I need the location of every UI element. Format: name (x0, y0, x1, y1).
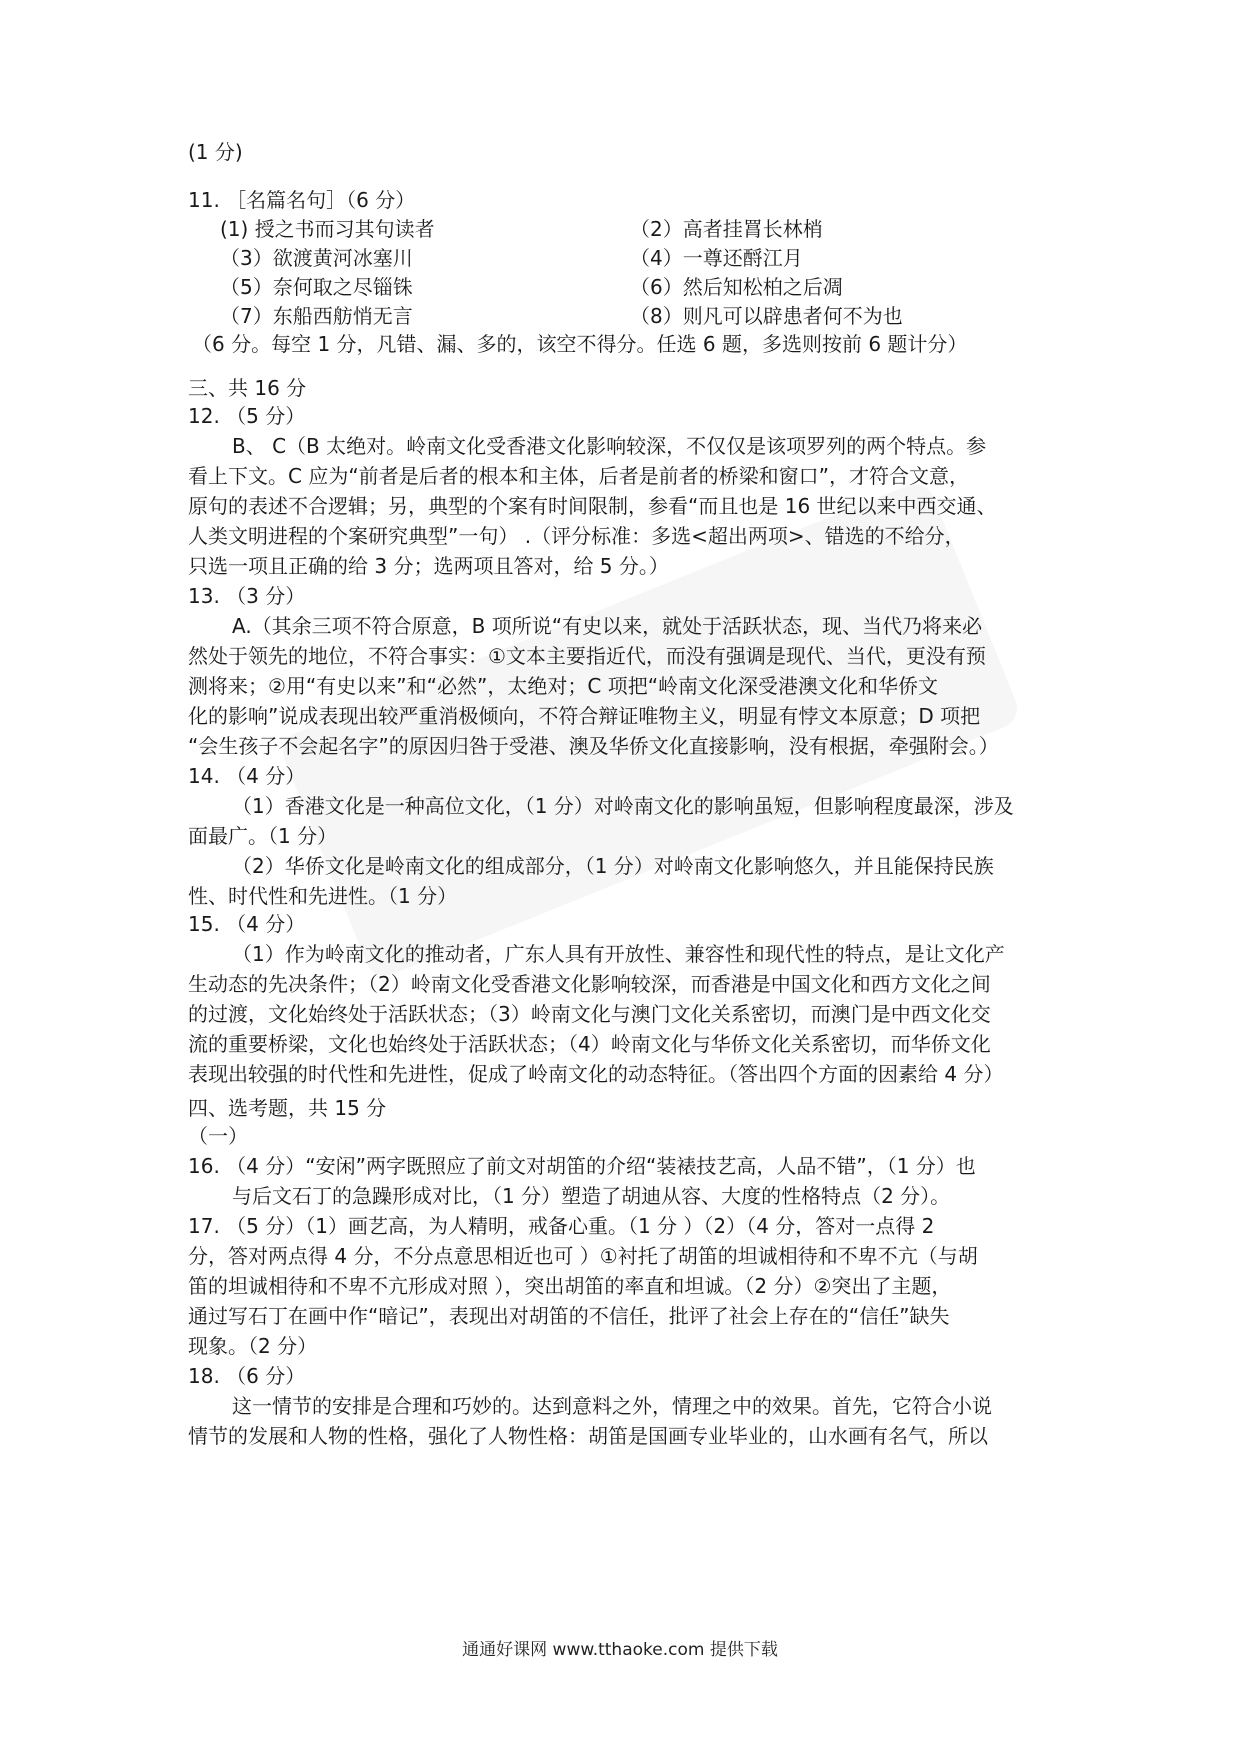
q17-line: 通过写石丁在画中作“暗记”，表现出对胡笛的不信任，批评了社会上存在的“信任”缺失 (188, 1304, 950, 1328)
q11-item: （7）东船西舫悄无言 (220, 304, 413, 328)
q17-line: 17. （5 分）（1）画艺高，为人精明，戒备心重。（1 分 ）（2）（4 分，答对一点得 2 (188, 1214, 935, 1238)
q11-item: （6）然后知松柏之后凋 (630, 275, 843, 299)
q14-line: 性、时代性和先进性。（1 分） (188, 884, 458, 908)
q13-line: 化的影响”说成表现出较严重消极倾向，不符合辩证唯物主义，明显有悖文本原意；D 项把 (188, 704, 981, 728)
q14-line: （1）香港文化是一种高位文化，（1 分）对岭南文化的影响虽短，但影响程度最深，涉及 (232, 794, 1014, 818)
q12-line: 原句的表述不合逻辑；另，典型的个案有时间限制，参看“而且也是 16 世纪以来中西交通、 (188, 494, 997, 518)
q11-item: （2）高者挂罥长林梢 (630, 217, 823, 241)
q12-line: 只选一项且正确的给 3 分；选两项且答对，给 5 分。） (188, 554, 669, 578)
q11-item: （5）奈何取之尽锱铢 (220, 275, 413, 299)
q12-line: 人类文明进程的个案研究典型”一句） .（评分标准：多选<超出两项>、错选的不给分， (188, 524, 965, 548)
q15-line: 流的重要桥梁，文化也始终处于活跃状态；（4）岭南文化与华侨文化关系密切，而华侨文化 (188, 1032, 991, 1056)
q15-title: 15. （4 分） (188, 912, 306, 936)
q11-item: （4）一尊还酹江月 (630, 246, 803, 270)
section3-header: 三、共 16 分 (188, 376, 307, 400)
q13-line: 测将来；②用“有史以来”和“必然”，太绝对；C 项把“岭南文化深受港澳文化和华侨文 (188, 674, 939, 698)
q14-line: 面最广。（1 分） (188, 824, 338, 848)
intro-score: (1 分) (188, 140, 243, 164)
q11-note: （6 分。每空 1 分，凡错、漏、多的，该空不得分。任选 6 题，多选则按前 6 题计分） (192, 332, 968, 356)
q11-item: （3）欲渡黄河冰塞川 (220, 246, 413, 270)
q16-line: 与后文石丁的急躁形成对比，（1 分）塑造了胡迪从容、大度的性格特点（2 分）。 (232, 1184, 951, 1208)
q15-line: （1）作为岭南文化的推动者，广东人具有开放性、兼容性和现代性的特点，是让文化产 (232, 942, 1005, 966)
q15-line: 生动态的先决条件；（2）岭南文化受香港文化影响较深，而香港是中国文化和西方文化之间 (188, 972, 991, 996)
q18-line: 情节的发展和人物的性格，强化了人物性格：胡笛是国画专业毕业的，山水画有名气，所以 (188, 1424, 988, 1448)
section4-sub: （一） (188, 1124, 248, 1148)
q12-line: B、 C（B 太绝对。岭南文化受香港文化影响较深，不仅仅是该项罗列的两个特点。参 (232, 434, 987, 458)
q16-line: 16. （4 分）“安闲”两字既照应了前文对胡笛的介绍“装裱技艺高，人品不错”，（1 分）也 (188, 1154, 976, 1178)
q12-title: 12. （5 分） (188, 404, 306, 428)
q18-title: 18. （6 分） (188, 1364, 306, 1388)
page-footer: 通通好课网 www.tthaoke.com 提供下载 (462, 1640, 778, 1660)
q17-line: 笛的坦诚相待和不卑不亢形成对照 ），突出胡笛的率直和坦诚。（2 分）②突出了主题， (188, 1274, 952, 1298)
q11-item: (1) 授之书而习其句读者 (220, 217, 435, 241)
q13-line: 然处于领先的地位，不符合事实：①文本主要指近代，而没有强调是现代、当代，更没有预 (188, 644, 986, 668)
q15-line: 表现出较强的时代性和先进性，促成了岭南文化的动态特征。（答出四个方面的因素给 4 分） (188, 1062, 1004, 1086)
q13-line: “会生孩子不会起名字”的原因归咎于受港、澳及华侨文化直接影响，没有根据，牵强附会。） (188, 734, 999, 758)
q18-line: 这一情节的安排是合理和巧妙的。达到意料之外，情理之中的效果。首先，它符合小说 (232, 1394, 992, 1418)
q15-line: 的过渡，文化始终处于活跃状态；（3）岭南文化与澳门文化关系密切，而澳门是中西文化交 (188, 1002, 991, 1026)
section4-header: 四、选考题，共 15 分 (188, 1096, 387, 1120)
q11-header: 11. ［名篇名句］（6 分） (188, 188, 416, 212)
q14-title: 14. （4 分） (188, 764, 306, 788)
q12-line: 看上下文。C 应为“前者是后者的根本和主体，后者是前者的桥梁和窗口”，才符合文意， (188, 464, 970, 488)
q17-line: 分，答对两点得 4 分，不分点意思相近也可 ）①衬托了胡笛的坦诚相待和不卑不亢（与胡 (188, 1244, 978, 1268)
q17-line: 现象。（2 分） (188, 1334, 318, 1358)
q13-line: A.（其余三项不符合原意，B 项所说“有史以来，就处于活跃状态，现、当代乃将来必 (232, 614, 983, 638)
q11-item: （8）则凡可以辟患者何不为也 (630, 304, 903, 328)
q13-title: 13. （3 分） (188, 584, 306, 608)
q14-line: （2）华侨文化是岭南文化的组成部分，（1 分）对岭南文化影响悠久，并且能保持民族 (232, 854, 994, 878)
